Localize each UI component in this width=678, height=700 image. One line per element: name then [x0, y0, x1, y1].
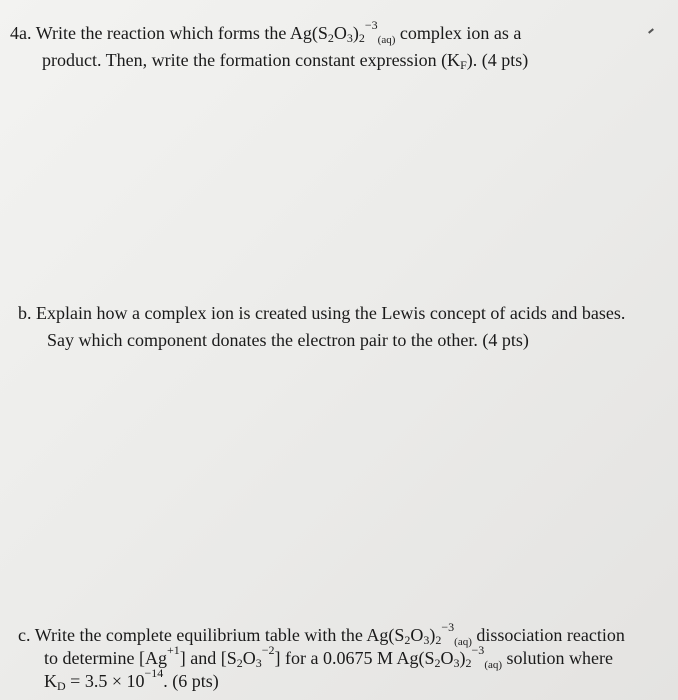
- subscript: 3: [346, 31, 353, 45]
- state-subscript: (aq): [484, 659, 503, 671]
- state-subscript: (aq): [377, 34, 396, 46]
- question-c-letter: c.: [18, 625, 31, 645]
- subscript: 3: [255, 656, 262, 670]
- question-b: [18, 300, 625, 354]
- question-c-text-1: Write the complete equilibrium table with the Ag(S: [34, 625, 405, 645]
- question-4a-text-3: product. Then, write the formation constant expression (K: [42, 50, 461, 70]
- subscript: 2: [236, 656, 243, 670]
- charge-superscript: −2: [261, 643, 275, 657]
- subscript: 2: [434, 656, 441, 670]
- question-4a-number: 4a.: [10, 23, 32, 43]
- text-paren: ): [429, 625, 436, 645]
- exponent-superscript: −14: [144, 666, 164, 680]
- question-c-line3: [18, 666, 625, 693]
- text-o: O: [440, 648, 454, 668]
- charge-superscript: −3: [441, 620, 455, 634]
- subscript: D: [57, 679, 66, 693]
- question-c: [18, 620, 625, 693]
- charge-superscript: −3: [364, 18, 378, 32]
- subscript: 3: [453, 656, 460, 670]
- question-c-line1: [18, 620, 625, 648]
- question-4a: [10, 20, 528, 74]
- subscript: 2: [404, 633, 411, 647]
- subscript: 3: [423, 633, 430, 647]
- subscript: 2: [465, 656, 472, 670]
- question-c-text-2: dissociation reaction: [471, 625, 625, 645]
- state-subscript: (aq): [454, 636, 472, 648]
- question-b-text-1: Explain how a complex ion is created using the Lewis concept of acids and bases.: [36, 303, 626, 323]
- subscript: F: [460, 58, 467, 72]
- charge-superscript: +1: [166, 643, 180, 657]
- question-4a-text-1: Write the reaction which forms the Ag(S: [35, 23, 328, 43]
- question-4a-line2: [10, 47, 528, 74]
- question-4a-line1: [10, 20, 528, 47]
- text-paren: ): [352, 23, 359, 43]
- question-c-text-9: . (6 pts): [163, 671, 219, 691]
- text-o: O: [242, 648, 256, 668]
- question-c-text-5: ] for a 0.0675 M Ag(S: [274, 648, 435, 668]
- question-c-text-7: K: [44, 671, 57, 691]
- subscript: 2: [358, 31, 365, 45]
- text-o: O: [410, 625, 424, 645]
- question-c-text-8: = 3.5 × 10: [65, 671, 145, 691]
- charge-superscript: −3: [471, 643, 485, 657]
- question-b-text-2: Say which component donates the electron pair to the other. (4 pts): [47, 330, 529, 350]
- pencil-mark: [648, 28, 654, 33]
- question-b-line2: [18, 327, 625, 354]
- question-c-text-3: to determine [Ag: [44, 648, 167, 668]
- question-c-text-6: solution where: [502, 648, 614, 668]
- question-b-line1: [18, 300, 625, 327]
- subscript: 2: [435, 633, 442, 647]
- subscript: 2: [327, 31, 334, 45]
- text-o: O: [333, 23, 347, 43]
- question-4a-text-2: complex ion as a: [395, 23, 522, 43]
- question-b-letter: b.: [18, 303, 32, 323]
- question-4a-text-4: ). (4 pts): [466, 50, 529, 70]
- text-paren: ): [459, 648, 466, 668]
- question-c-text-4: ] and [S: [179, 648, 237, 668]
- question-c-line2: [18, 643, 625, 671]
